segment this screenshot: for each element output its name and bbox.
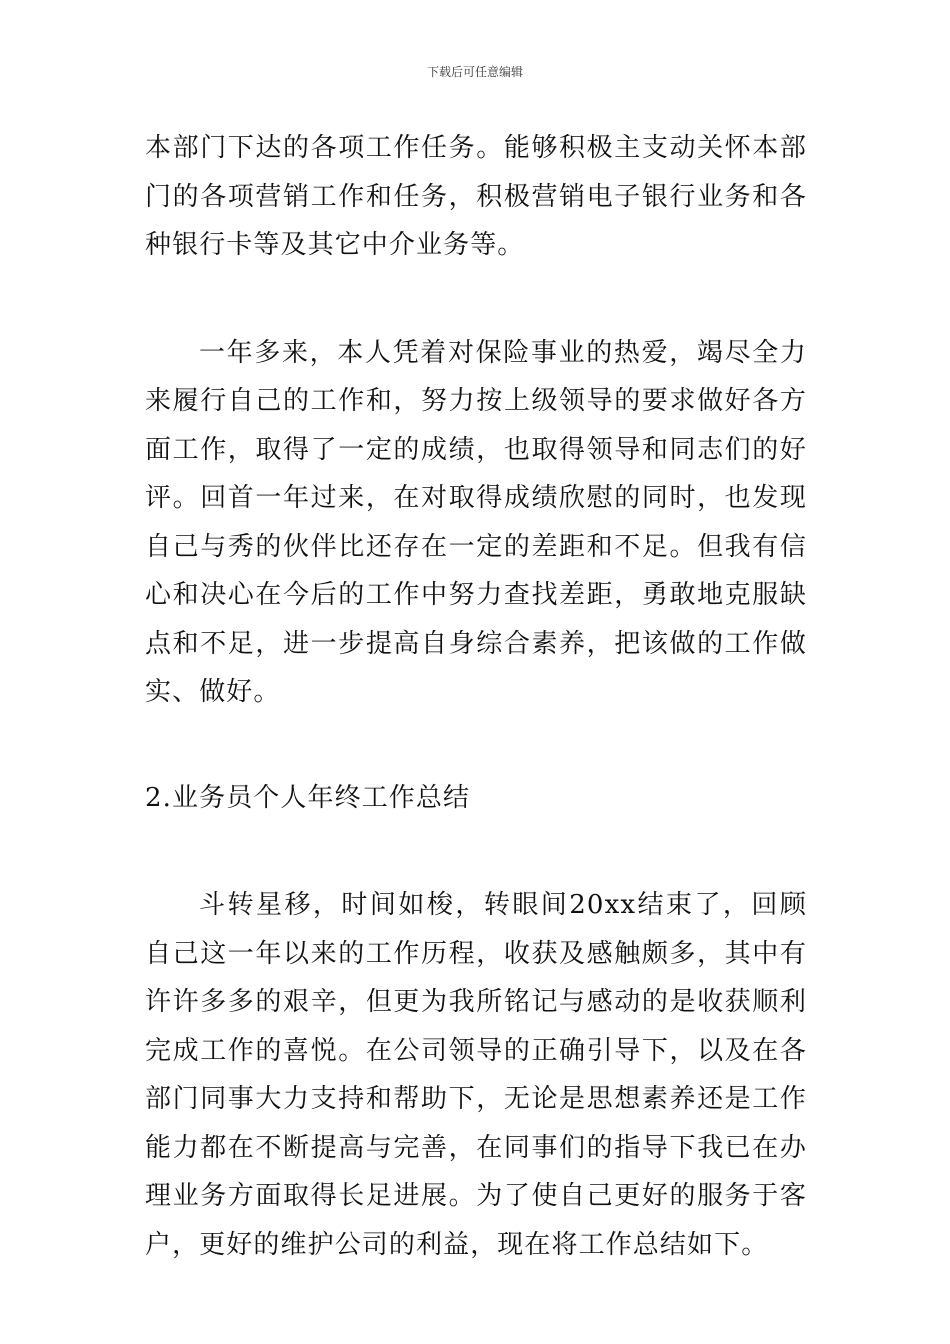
paragraph-summary-intro: 斗转星移，时间如梭，转眼间20xx结束了，回顾自己这一年以来的工作历程，收获及感触颇多，其中有许许多多的艰辛，但更为我所铭记与感动的是收获顺利完成工作的喜悦。在公司领导的正确引导下，以及在各部门同事大力支持和帮助下，无论是思想素养还是工作能力都在不断提高与完善，在同事们的指导下我已在办理业务方面取得长足进展。为了使自己更好的服务于客户，更好的维护公司的利益，现在将工作总结如下。 <box>145 890 807 1260</box>
paragraph-year-review: 一年多来，本人凭着对保险事业的热爱，竭尽全力来履行自己的工作和，努力按上级领导的要求做好各方面工作，取得了一定的成绩，也取得领导和同志们的好评。回首一年过来，在对取得成绩欣慰的同时，也发现自己与秀的伙伴比还存在一定的差距和不足。但我有信心和决心在今后的工作中努力查找差距，勇敢地克服缺点和不足，进一步提高自身综合素养，把该做的工作做实、做好。 <box>145 337 807 707</box>
page-header-note: 下载后可任意编辑 <box>426 65 523 79</box>
paragraph-continued: 本部门下达的各项工作任务。能够积极主支动关怀本部门的各项营销工作和任务，积极营销电子银行业务和各种银行卡等及其它中介业务等。 <box>145 133 807 260</box>
section-heading: 2.业务员个人年终工作总结 <box>145 782 471 813</box>
document-body <box>145 124 807 1269</box>
